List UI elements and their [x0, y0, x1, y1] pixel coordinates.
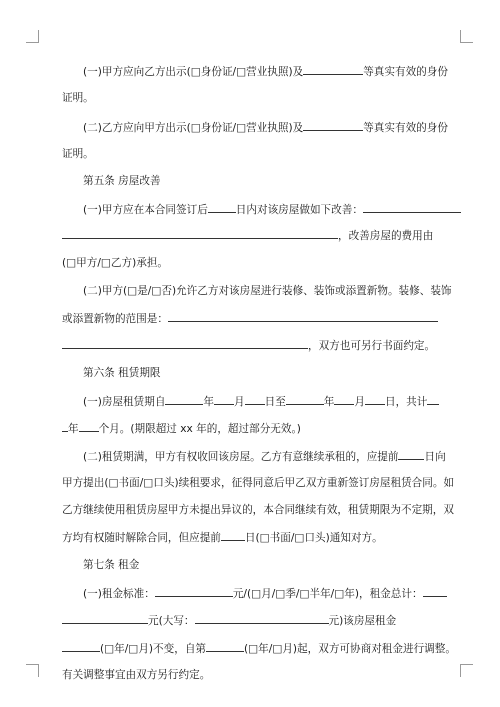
text-line: (□年/□月)不变，自第 (□年/□月)起，双方可协商对租金进行调整。 — [62, 640, 456, 656]
text-line: 方均有权随时解除合同，但应提前 日(□书面/□口头)通知对方。 — [62, 529, 383, 545]
blank-field[interactable] — [62, 612, 148, 624]
text-line: 乙方继续使用租赁房屋甲方未提出异议的，本合同继续有效，租赁期限为不定期，双 — [62, 504, 454, 516]
crop-mark-bottom-left — [26, 664, 39, 677]
text-line: (二)租赁期满，甲方有权收回该房屋。乙方有意继续承租的，应提前 日向 — [83, 448, 446, 464]
blank-field[interactable] — [62, 337, 308, 349]
text-line: (一)房屋租赁期自 年 月 日至 年 月 日，共计 — [83, 393, 439, 409]
blank-field[interactable] — [303, 63, 363, 75]
blank-field[interactable] — [155, 585, 233, 597]
blank-field[interactable] — [195, 612, 329, 624]
text-line: (二)甲方(□是/□否)允许乙方对该房屋进行装修、装饰或添置新物。装修、装饰 — [83, 285, 452, 297]
crop-mark-top-right — [460, 30, 473, 43]
text-line: 证明。 — [62, 92, 94, 104]
blank-field[interactable] — [334, 393, 354, 405]
blank-field[interactable] — [427, 393, 439, 405]
blank-field[interactable] — [206, 640, 244, 652]
blank-field[interactable] — [303, 119, 363, 131]
blank-field[interactable] — [62, 640, 100, 652]
text-line: 有关调整事宜由双方另行约定。 — [62, 669, 211, 681]
blank-field[interactable] — [245, 393, 265, 405]
blank-field[interactable] — [398, 448, 424, 460]
text-line: (一)甲方应在本合同签订后 日内对该房屋做如下改善： — [83, 201, 461, 217]
blank-field[interactable] — [214, 393, 234, 405]
blank-field[interactable] — [363, 201, 461, 213]
text-line: ，双方也可另行书面约定。 — [62, 337, 435, 353]
section-heading: 第六条 租赁期限 — [83, 367, 161, 379]
blank-field[interactable] — [62, 227, 338, 239]
blank-field[interactable] — [365, 393, 385, 405]
crop-mark-top-left — [26, 30, 39, 43]
blank-field[interactable] — [208, 201, 236, 213]
blank-field[interactable] — [221, 529, 245, 541]
text-line: (二)乙方应向甲方出示(□身份证/□营业执照)及 等真实有效的身份 — [83, 119, 448, 135]
section-heading: 第七条 租金 — [83, 559, 140, 571]
blank-field[interactable] — [286, 393, 324, 405]
crop-mark-bottom-right — [460, 664, 473, 677]
blank-field[interactable] — [168, 310, 438, 322]
text-line: 甲方提出(□书面/□口头)续租要求，征得同意后甲乙双方重新签订房屋租赁合同。如 — [62, 477, 455, 489]
blank-field[interactable] — [165, 393, 203, 405]
blank-field[interactable] — [79, 420, 99, 432]
text-line: 或添置新物的范围是： — [62, 310, 438, 326]
section-heading: 第五条 房屋改善 — [83, 175, 161, 187]
blank-field[interactable] — [423, 585, 447, 597]
text-line: ，改善房屋的费用由 — [62, 227, 433, 243]
text-line: (一)甲方应向乙方出示(□身份证/□营业执照)及 等真实有效的身份 — [83, 63, 448, 79]
text-line: (一)租金标准： 元/(□月/□季/□半年/□年)，租金总计： — [83, 585, 447, 601]
text-line: 元(大写： 元)该房屋租金 — [62, 612, 396, 628]
text-line: (□甲方/□乙方)承担。 — [62, 257, 169, 269]
text-line: 证明。 — [62, 148, 94, 160]
text-line: 年 个月。(期限超过 xx 年的，超过部分无效。) — [62, 420, 301, 436]
